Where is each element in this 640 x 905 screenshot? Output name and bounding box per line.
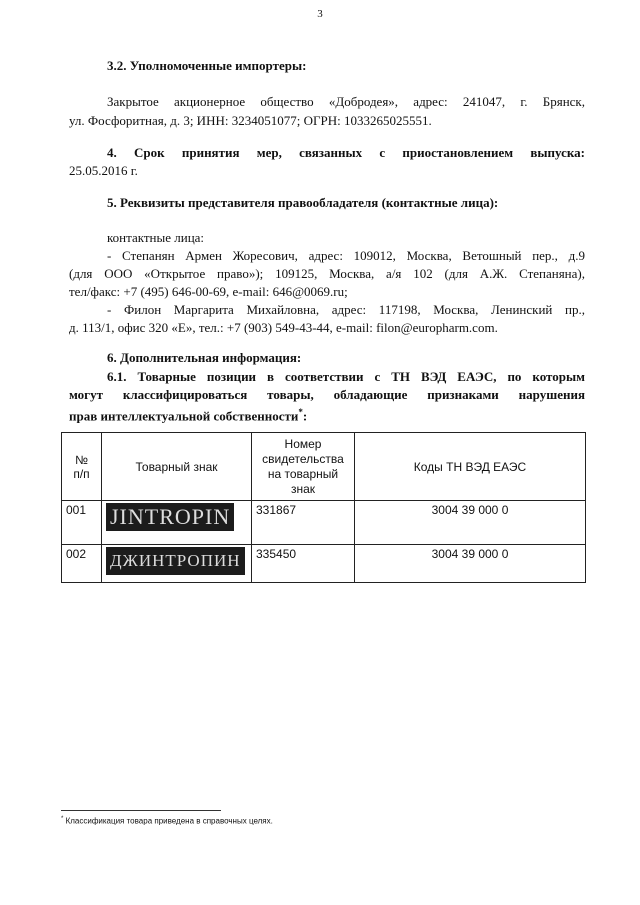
contact-1-line-3: тел/факс: +7 (495) 646-00-69, e-mail: 646@0069.ru; — [69, 284, 348, 299]
row-code: 3004 39 000 0 — [355, 501, 586, 545]
contact-2-line-2: д. 113/1, офис 320 «Е», тел.: +7 (903) 549-43-44, e-mail: filon@europharm.com. — [69, 320, 498, 335]
table-row — [62, 501, 586, 545]
contact-1-line-2: (для ООО «Открытое право»); 109125, Москва, а/я 102 (для А.Ж. Степаняна), — [69, 266, 585, 281]
footnote — [61, 816, 273, 826]
section-4-line-1: 4. Срок принятия мер, связанных с приостановлением выпуска: — [107, 145, 585, 160]
section-6-1-line-1: 6.1. Товарные позиции в соответствии с ТН ВЭД ЕАЭС, по которым — [107, 369, 585, 384]
contact-2-line-1: - Филон Маргарита Михайловна, адрес: 117198, Москва, Ленинский пр., — [107, 302, 585, 317]
importer-line-2: ул. Фосфоритная, д. 3; ИНН: 3234051077; ОГРН: 1033265025551. — [69, 113, 432, 128]
footnote-text: Классификация товара приведена в справочных целях. — [65, 816, 273, 826]
table-header-row — [62, 433, 586, 501]
header-cert-line-4: знак — [290, 481, 316, 496]
row-num: 002 — [62, 545, 102, 583]
trademark-logo-dzhintropin: ДЖИНТРОПИН — [106, 547, 245, 575]
header-cert-line-2: свидетельства — [262, 451, 344, 466]
section-6-heading: 6. Дополнительная информация: — [107, 350, 302, 365]
trademark-table — [61, 432, 586, 583]
section-3-2-heading: 3.2. Уполномоченные импортеры: — [107, 58, 307, 73]
section-4-date: 25.05.2016 г. — [69, 163, 138, 178]
trademark-logo-cell — [102, 545, 252, 583]
footnote-mark: * — [61, 816, 64, 822]
footnote-separator — [61, 810, 221, 811]
header-certificate — [252, 433, 355, 501]
importer-line-1: Закрытое акционерное общество «Добродея», адрес: 241047, г. Брянск, — [107, 94, 585, 109]
header-num-line-2: п/п — [73, 466, 90, 481]
header-cert-line-3: на товарный — [267, 466, 339, 481]
row-cert: 335450 — [252, 545, 355, 583]
trademark-logo-jintropin: JINTROPIN — [106, 503, 234, 531]
table-row — [62, 545, 586, 583]
contact-1-line-1: - Степанян Армен Жоресович, адрес: 109012, Москва, Ветошный пер., д.9 — [107, 248, 585, 263]
section-6-1-line-2: могут классифицироваться товары, обладающие признаками нарушения — [69, 387, 585, 402]
header-num-line-1: № — [75, 452, 88, 467]
row-cert: 331867 — [252, 501, 355, 545]
row-code: 3004 39 000 0 — [355, 545, 586, 583]
footnote-marker: * — [298, 407, 303, 417]
page-number: 3 — [317, 8, 323, 20]
section-6-1-line-3 — [69, 403, 307, 425]
section-6-1-line-3-text: прав интеллектуальной собственности — [69, 408, 299, 424]
header-trademark: Товарный знак — [102, 433, 252, 501]
header-codes: Коды ТН ВЭД ЕАЭС — [355, 433, 586, 501]
section-6-1-colon: : — [302, 408, 308, 424]
header-num — [62, 433, 102, 501]
trademark-logo-cell — [102, 501, 252, 545]
row-num: 001 — [62, 501, 102, 545]
header-cert-line-1: Номер — [284, 436, 322, 451]
contacts-label: контактные лица: — [107, 230, 205, 245]
section-5-heading: 5. Реквизиты представителя правообладателя (контактные лица): — [107, 195, 499, 210]
